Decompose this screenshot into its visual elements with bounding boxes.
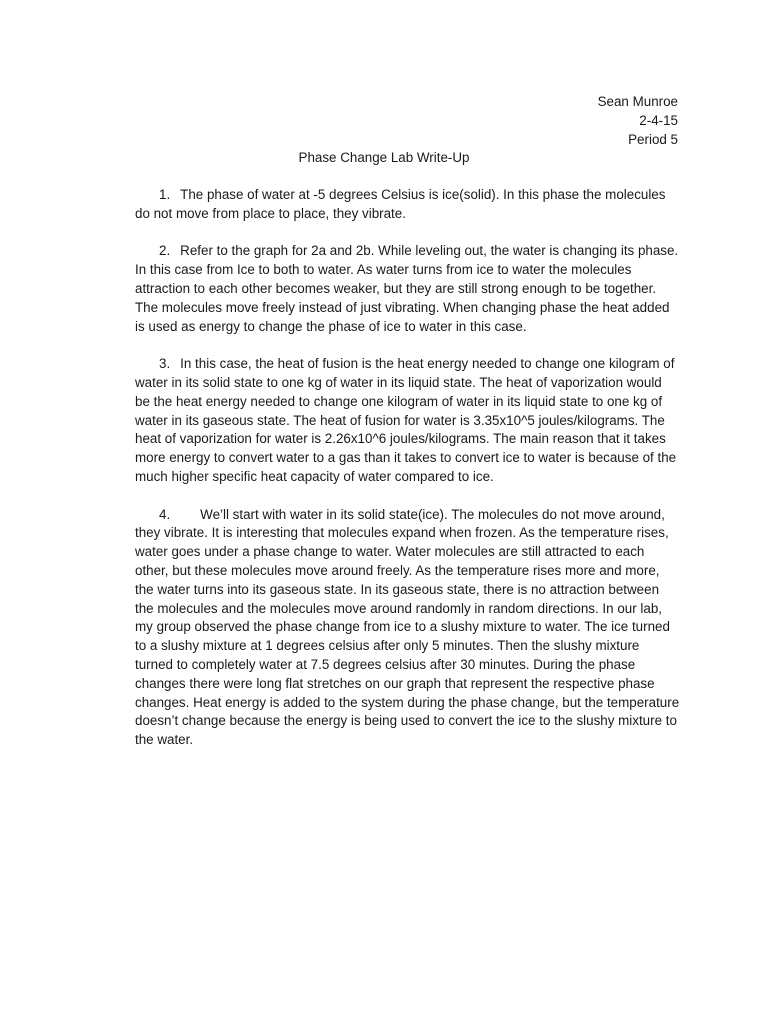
answer-number: 1. xyxy=(159,187,171,202)
answer-paragraph-3 xyxy=(135,355,680,487)
answer-number: 2. xyxy=(159,243,171,259)
document-body xyxy=(135,186,680,769)
answer-text: The phase of water at -5 degrees Celsius is ice(solid). In this phase the molecules do not move from place to place, they vibrate. xyxy=(135,187,666,221)
answer-text: We’ll start with water in its solid state(ice). The molecules do not move around, they vibrate. It is interesting that molecules expand when frozen. As the temperature rises, water goes under a phase change to water. Water molecules are still attracted to each other, but these molecules move around freely. As the temperature rises more and more, the water turns into its gaseous state. In its gaseous state, there is no attraction between the molecules and the molecules move around randomly in random directions. In our lab, my group observed the phase change from ice to a slushy mixture to water. The ice turned to a slushy mixture at 1 degrees celsius after only 5 minutes. Then the slushy mixture turned to completely water at 7.5 degrees celsius after 30 minutes. During the phase changes there were long flat stretches on our graph that represent the respective phase changes. Heat energy is added to the system during the phase change, but the temperature doesn’t change because the energy is being used to convert the ice to the slushy mixture to the water. xyxy=(135,506,680,748)
document-date: 2-4-15 xyxy=(639,113,678,128)
answer-paragraph-4 xyxy=(135,506,680,750)
document-title: Phase Change Lab Write-Up xyxy=(298,150,470,165)
answer-number: 4. xyxy=(159,506,171,522)
class-period: Period 5 xyxy=(628,132,678,147)
answer-text: In this case, the heat of fusion is the heat energy needed to change one kilogram of water in its solid state to one kg of water in its liquid state. The heat of vaporization would be the heat energy needed to change one kilogram of water in its liquid state to one kg of water in its gaseous state. The heat of fusion for water is 3.35x10^5 joules/kilograms. The heat of vaporization for water is 2.26x10^6 joules/kilograms. The main reason that it takes more energy to convert water to a gas than it takes to convert ice to water is because of the much higher specific heat capacity of water compared to ice. xyxy=(135,356,677,484)
answer-paragraph-1 xyxy=(135,186,680,224)
author-name: Sean Munroe xyxy=(597,94,678,109)
answer-number: 3. xyxy=(159,356,171,372)
header-block xyxy=(598,92,678,149)
answer-text: Refer to the graph for 2a and 2b. While leveling out, the water is changing its phase. In this case from Ice to both to water. As water turns from ice to water the molecules attraction to each other becomes weaker, but they are still strong enough to be together. The molecules move freely instead of just vibrating. When changing phase the heat added is used as energy to change the phase of ice to water in this case. xyxy=(135,243,679,334)
answer-paragraph-2 xyxy=(135,242,680,336)
